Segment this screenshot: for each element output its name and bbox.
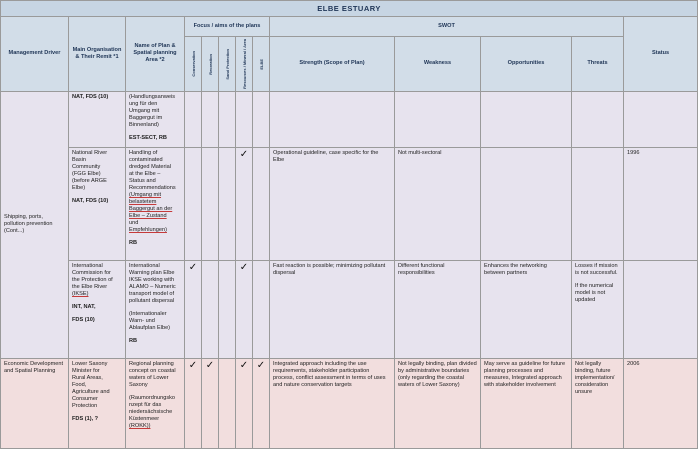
check-conservation <box>185 91 202 147</box>
check-sand <box>219 91 236 147</box>
plan-cell: Handling of contaminated dredged Material at the Elbe – Status and Recommendations (Umgang mit belastetem Baggergut an der Elbe – Zustand und Empfehlungen) RB <box>126 147 185 260</box>
check-resources: ✓ <box>236 147 253 260</box>
driver-economic: Economic Development and Spatial Planning <box>1 358 69 448</box>
header-status: Status <box>624 17 698 92</box>
check-conservation <box>185 147 202 260</box>
driver-shipping: Shipping, ports, pollution prevention (Cont...) <box>1 91 69 358</box>
threats-cell <box>572 91 624 147</box>
opportunities-cell <box>481 147 572 260</box>
strength-cell <box>270 91 395 147</box>
check-sand <box>219 260 236 358</box>
threats-cell <box>572 147 624 260</box>
header-focus-elbe: ELBE <box>253 37 270 92</box>
threats-cell: Not legally binding, future implementation/ consideration unsure <box>572 358 624 448</box>
check-resources <box>236 91 253 147</box>
header-opportunities: Opportunities <box>481 37 572 92</box>
status-cell: 1996 <box>624 147 698 260</box>
org-cell: NAT, FDS (10) <box>69 91 126 147</box>
header-focus-aims: Focus / aims of the plans <box>185 17 270 37</box>
org-cell: International Commission for the Protection of the Elbe River (IKSE) INT, NAT, FDS (10) <box>69 260 126 358</box>
header-focus-sand: Sand Protection <box>219 37 236 92</box>
plan-cell: (Handlungsanweis ung für den Umgang mit Baggergut im Binnenland) EST-SECT, RB <box>126 91 185 147</box>
weakness-cell: Not legally binding, plan divided by administrative boundaries (only regarding the coastal waters of Lower Saxony) <box>395 358 481 448</box>
check-recreation: ✓ <box>202 358 219 448</box>
check-elbe <box>253 91 270 147</box>
status-cell: 2006 <box>624 358 698 448</box>
header-focus-recreation: Recreation <box>202 37 219 92</box>
threats-cell: Losses if mission is not successful. If the numerical model is not updated <box>572 260 624 358</box>
check-elbe: ✓ <box>253 358 270 448</box>
header-focus-conservation: Conservation <box>185 37 202 92</box>
check-recreation <box>202 260 219 358</box>
strength-cell: Integrated approach including the use requirements, stakeholder participation process, conflict assessment in terms of uses and nature conservation targets <box>270 358 395 448</box>
plan-cell: International Warning plan Elbe IKSE working with ALAMO – Numeric transport model of pollutant dispersal (Internationaler Warn- und Ablaufplan Elbe) RB <box>126 260 185 358</box>
check-elbe <box>253 147 270 260</box>
check-elbe <box>253 260 270 358</box>
header-management-driver: Management Driver <box>1 17 69 92</box>
header-main-organisation: Main Organisation & Their Remit *1 <box>69 17 126 92</box>
header-swot: SWOT <box>270 17 624 37</box>
status-cell <box>624 260 698 358</box>
status-cell <box>624 91 698 147</box>
weakness-cell: Not multi-sectoral <box>395 147 481 260</box>
header-row-1 <box>1 17 698 37</box>
title-row <box>1 1 698 17</box>
header-focus-resources: Resources / Mineral / Area <box>236 37 253 92</box>
weakness-cell: Different functional responsibilities <box>395 260 481 358</box>
check-sand <box>219 147 236 260</box>
table-row <box>1 358 698 448</box>
opportunities-cell <box>481 91 572 147</box>
check-sand <box>219 358 236 448</box>
table-row <box>1 91 698 147</box>
check-conservation: ✓ <box>185 358 202 448</box>
strength-cell: Operational guideline, case specific for the Elbe <box>270 147 395 260</box>
org-cell: National River Basin Community (FGG Elbe) (before ARGE Elbe) NAT, FDS (10) <box>69 147 126 260</box>
header-threats: Threats <box>572 37 624 92</box>
weakness-cell <box>395 91 481 147</box>
org-cell: Lower Saxony Minister for Rural Areas, Food, Agriculture and Consumer Protection FDS (1), ? <box>69 358 126 448</box>
table-row <box>1 260 698 358</box>
table-title: ELBE ESTUARY <box>1 1 698 17</box>
opportunities-cell: Enhances the networking between partners <box>481 260 572 358</box>
plan-cell: Regional planning concept on coastal waters of Lower Saxony (Raumordnungsko nzept für das niedersächsische Küstenmeer (ROKK)) <box>126 358 185 448</box>
check-recreation <box>202 147 219 260</box>
header-strength: Strength (Scope of Plan) <box>270 37 395 92</box>
check-resources: ✓ <box>236 260 253 358</box>
header-name-of-plan: Name of Plan & Spatial planning Area *2 <box>126 17 185 92</box>
check-resources: ✓ <box>236 358 253 448</box>
strength-cell: Fast reaction is possible; minimizing pollutant dispersal <box>270 260 395 358</box>
header-weakness: Weakness <box>395 37 481 92</box>
table-row <box>1 147 698 260</box>
check-conservation: ✓ <box>185 260 202 358</box>
opportunities-cell: May serve as guideline for future planning processes and measures, Integrated approach with stakeholder involvement <box>481 358 572 448</box>
check-recreation <box>202 91 219 147</box>
